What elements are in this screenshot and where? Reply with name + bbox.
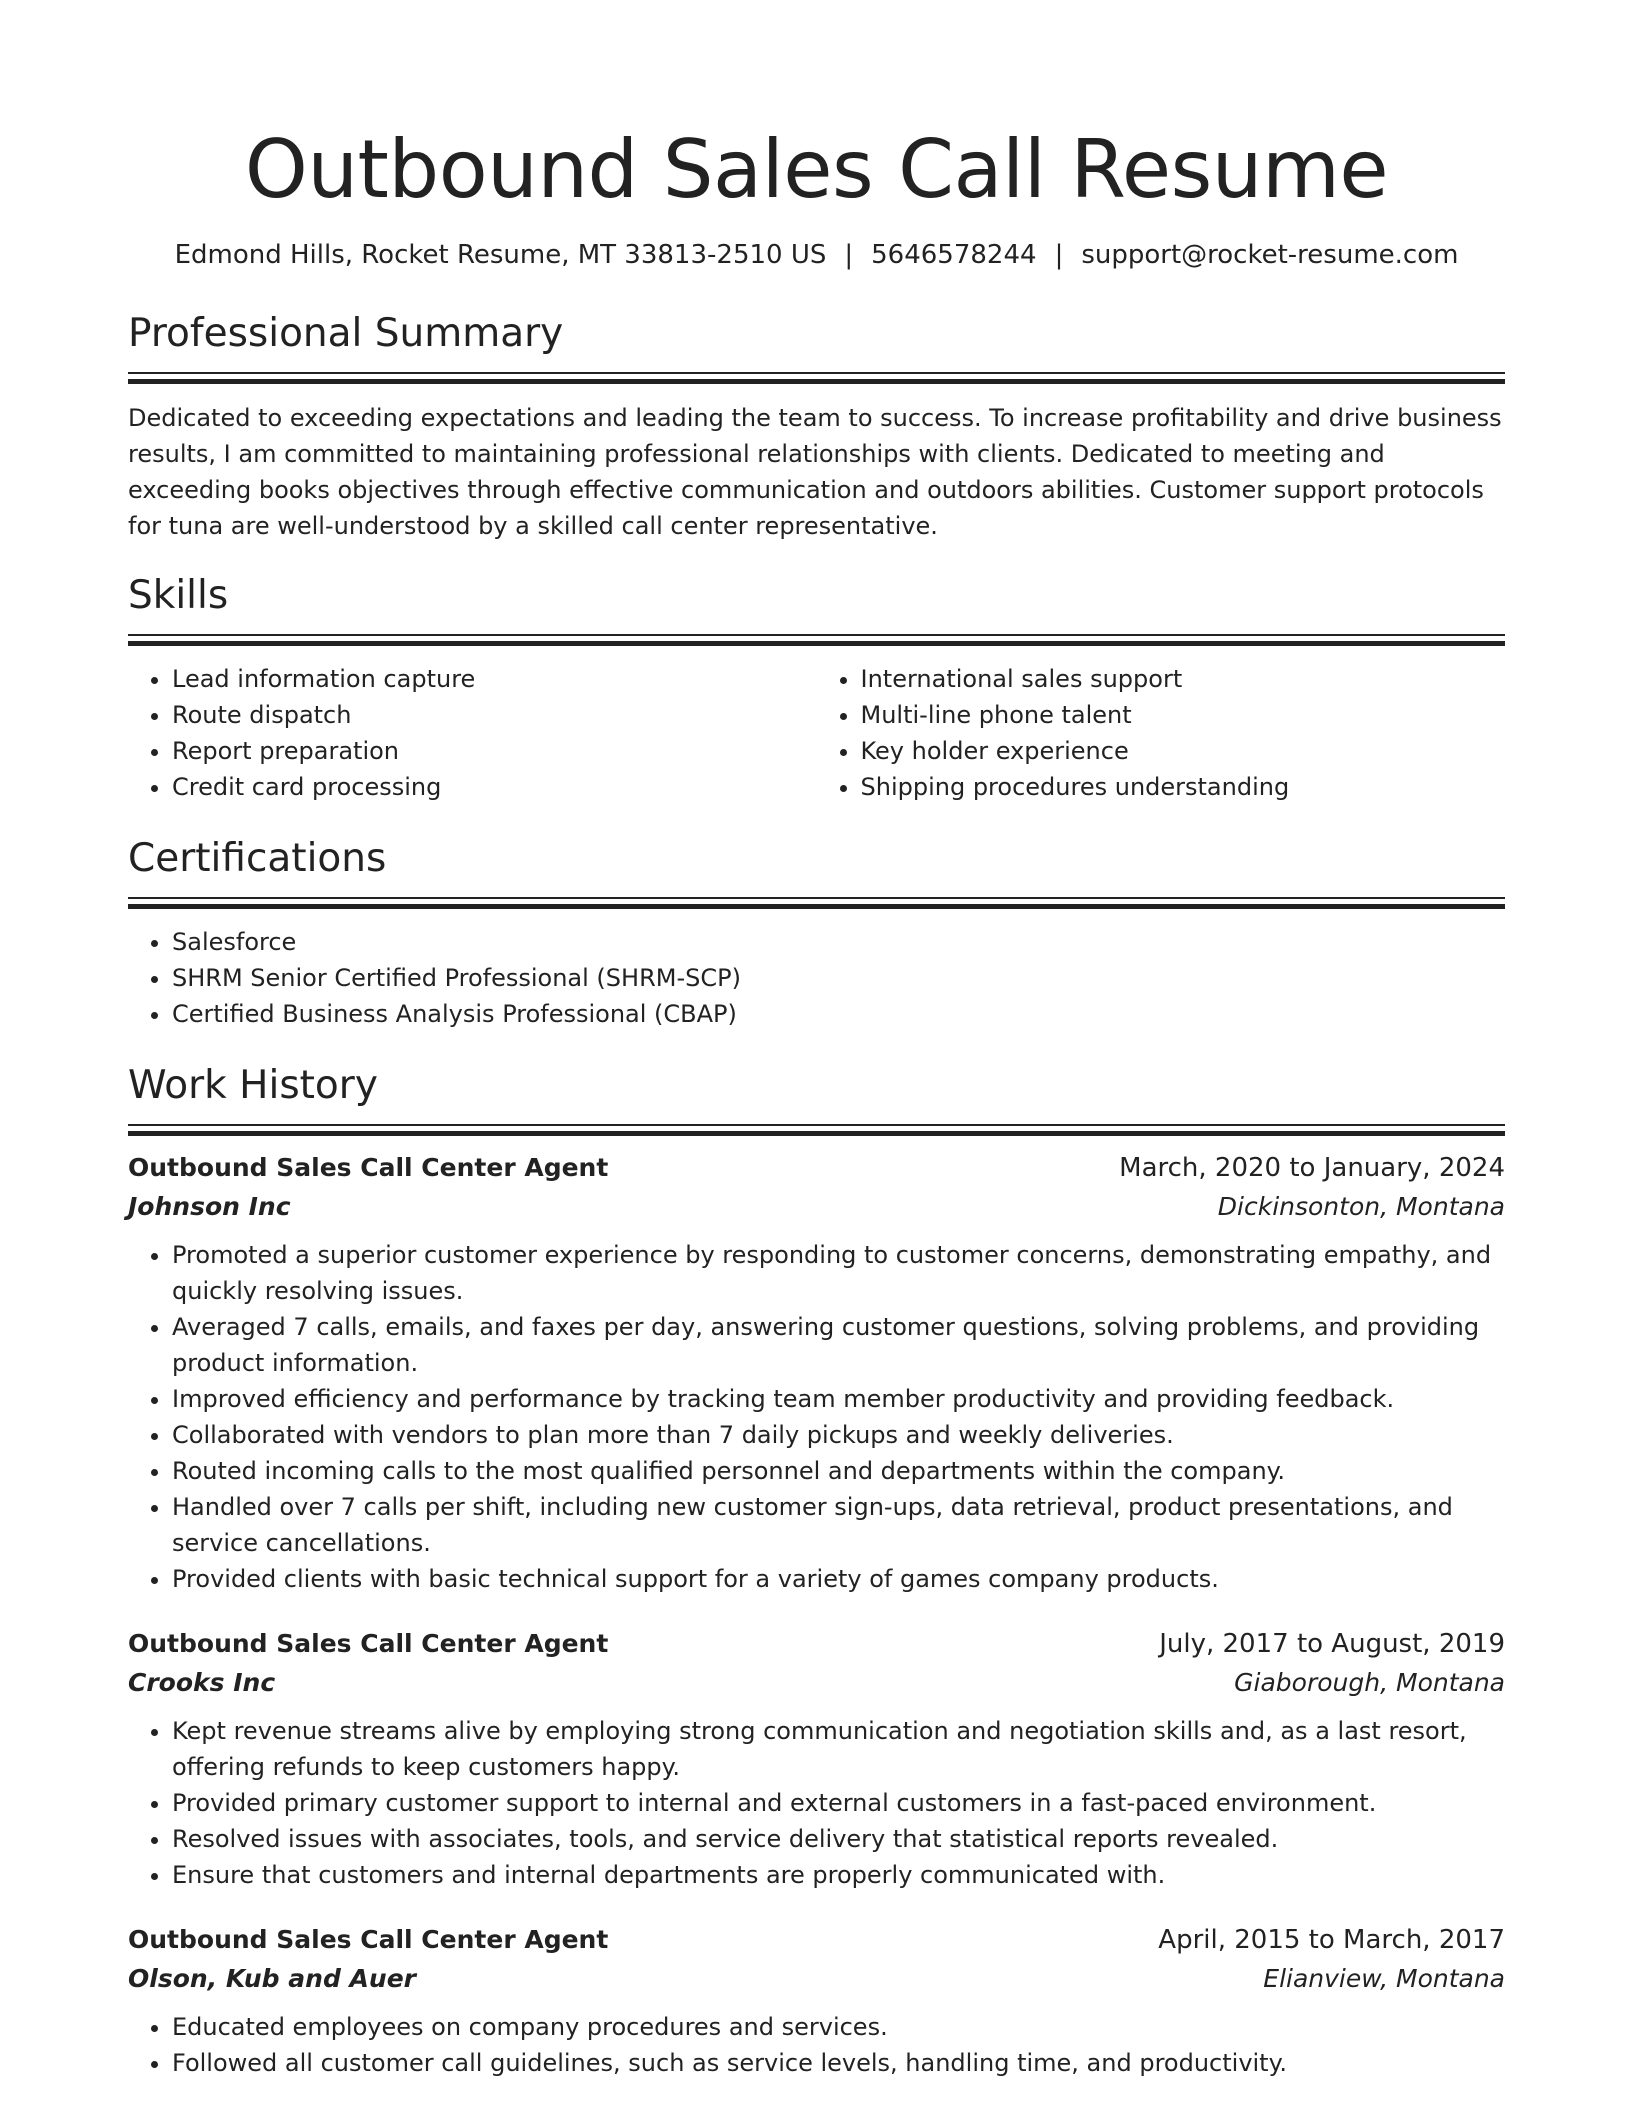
section-divider bbox=[128, 897, 1505, 908]
skill-item: • Shipping procedures understanding bbox=[861, 769, 1506, 805]
job-dates: April, 2015 to March, 2017 bbox=[1158, 1925, 1505, 1955]
skill-item: • Report preparation bbox=[172, 733, 817, 769]
job-bullet: • Promoted a superior customer experience by responding to customer concerns, demonstrating empathy, and quickly resolving issues. bbox=[172, 1237, 1505, 1309]
section-heading: Professional Summary bbox=[128, 311, 564, 356]
job-company: Johnson Inc bbox=[128, 1192, 291, 1221]
skills-column-right bbox=[817, 661, 1506, 805]
job-bullet: • Ensure that customers and internal departments are properly communicated with. bbox=[172, 1857, 1505, 1893]
job-subheader-row bbox=[128, 1187, 1505, 1227]
job-bullet: • Educated employees on company procedures and services. bbox=[172, 2009, 1505, 2045]
section-heading: Certifications bbox=[128, 836, 387, 881]
skill-item: • Credit card processing bbox=[172, 769, 817, 805]
contact-line bbox=[128, 238, 1505, 272]
section-skills bbox=[128, 572, 1505, 805]
section-divider bbox=[128, 372, 1505, 383]
skills-column-left bbox=[128, 661, 817, 805]
job-bullet: • Resolved issues with associates, tools, and service delivery that statistical reports revealed. bbox=[172, 1821, 1505, 1857]
job-entry bbox=[128, 1625, 1505, 1893]
section-divider bbox=[128, 634, 1505, 645]
certifications-list bbox=[128, 924, 1505, 1032]
contact-address: Edmond Hills, Rocket Resume, MT 33813-2510 US bbox=[174, 240, 827, 270]
job-subheader-row bbox=[128, 1959, 1505, 1999]
resume-title: Outbound Sales Call Resume bbox=[244, 123, 1389, 216]
job-bullets bbox=[128, 2009, 1505, 2081]
job-bullet: • Kept revenue streams alive by employing strong communication and negotiation skills and, as a last resort, offering refunds to keep customers happy. bbox=[172, 1713, 1505, 1785]
job-dates: July, 2017 to August, 2019 bbox=[1159, 1629, 1505, 1659]
skill-item: • Lead information capture bbox=[172, 661, 817, 697]
job-bullets bbox=[128, 1713, 1505, 1893]
job-bullet: • Collaborated with vendors to plan more than 7 daily pickups and weekly deliveries. bbox=[172, 1417, 1505, 1453]
job-company: Crooks Inc bbox=[128, 1668, 276, 1697]
job-location: Dickinsonton, Montana bbox=[1217, 1192, 1505, 1221]
job-bullet: • Routed incoming calls to the most qualified personnel and departments within the company. bbox=[172, 1453, 1505, 1489]
section-certifications bbox=[128, 835, 1505, 1032]
section-divider bbox=[128, 1124, 1505, 1135]
skill-item: • Route dispatch bbox=[172, 697, 817, 733]
summary-text: Dedicated to exceeding expectations and leading the team to success. To increase profitability and drive business results, I am committed to maintaining professional relationships with clients. Dedicated to meeting and exceeding books objectives through effective communication and outdoors abilities. Customer support protocols for tuna are well-understood by a skilled call center representative. bbox=[128, 404, 1502, 540]
job-location: Elianview, Montana bbox=[1263, 1964, 1505, 1993]
job-bullet: • Improved efficiency and performance by tracking team member productivity and providing feedback. bbox=[172, 1381, 1505, 1417]
job-company: Olson, Kub and Auer bbox=[128, 1964, 416, 1993]
job-entry bbox=[128, 1149, 1505, 1597]
section-heading: Work History bbox=[128, 1063, 378, 1108]
job-title: Outbound Sales Call Center Agent bbox=[128, 1153, 609, 1182]
skill-item: • International sales support bbox=[861, 661, 1506, 697]
job-entry bbox=[128, 1921, 1505, 2081]
certification-item: • Salesforce bbox=[172, 924, 1505, 960]
job-subheader-row bbox=[128, 1663, 1505, 1703]
job-title: Outbound Sales Call Center Agent bbox=[128, 1925, 609, 1954]
job-bullet: • Handled over 7 calls per shift, including new customer sign-ups, data retrieval, product presentations, and service cancellations. bbox=[172, 1489, 1505, 1561]
skills-grid bbox=[128, 661, 1505, 805]
resume-page bbox=[128, 0, 1505, 2081]
job-bullet: • Provided primary customer support to internal and external customers in a fast-paced environment. bbox=[172, 1785, 1505, 1821]
job-header-row bbox=[128, 1921, 1505, 1959]
job-bullet: • Averaged 7 calls, emails, and faxes per day, answering customer questions, solving problems, and providing product information. bbox=[172, 1309, 1505, 1381]
contact-email: support@rocket-resume.com bbox=[1081, 240, 1459, 270]
job-bullets bbox=[128, 1237, 1505, 1597]
job-bullet: • Provided clients with basic technical support for a variety of games company products. bbox=[172, 1561, 1505, 1597]
section-summary bbox=[128, 310, 1505, 544]
job-title: Outbound Sales Call Center Agent bbox=[128, 1629, 609, 1658]
certification-item: • SHRM Senior Certified Professional (SHRM-SCP) bbox=[172, 960, 1505, 996]
job-location: Giaborough, Montana bbox=[1234, 1668, 1505, 1697]
job-header-row bbox=[128, 1149, 1505, 1187]
contact-separator: | bbox=[844, 240, 854, 270]
contact-phone: 5646578244 bbox=[871, 240, 1037, 270]
job-dates: March, 2020 to January, 2024 bbox=[1119, 1153, 1505, 1183]
section-work-history bbox=[128, 1062, 1505, 2081]
section-heading: Skills bbox=[128, 573, 229, 618]
contact-separator: | bbox=[1054, 240, 1064, 270]
skill-item: • Multi-line phone talent bbox=[861, 697, 1506, 733]
job-bullet: • Followed all customer call guidelines, such as service levels, handling time, and productivity. bbox=[172, 2045, 1505, 2081]
job-header-row bbox=[128, 1625, 1505, 1663]
certification-item: • Certified Business Analysis Professional (CBAP) bbox=[172, 996, 1505, 1032]
skill-item: • Key holder experience bbox=[861, 733, 1506, 769]
